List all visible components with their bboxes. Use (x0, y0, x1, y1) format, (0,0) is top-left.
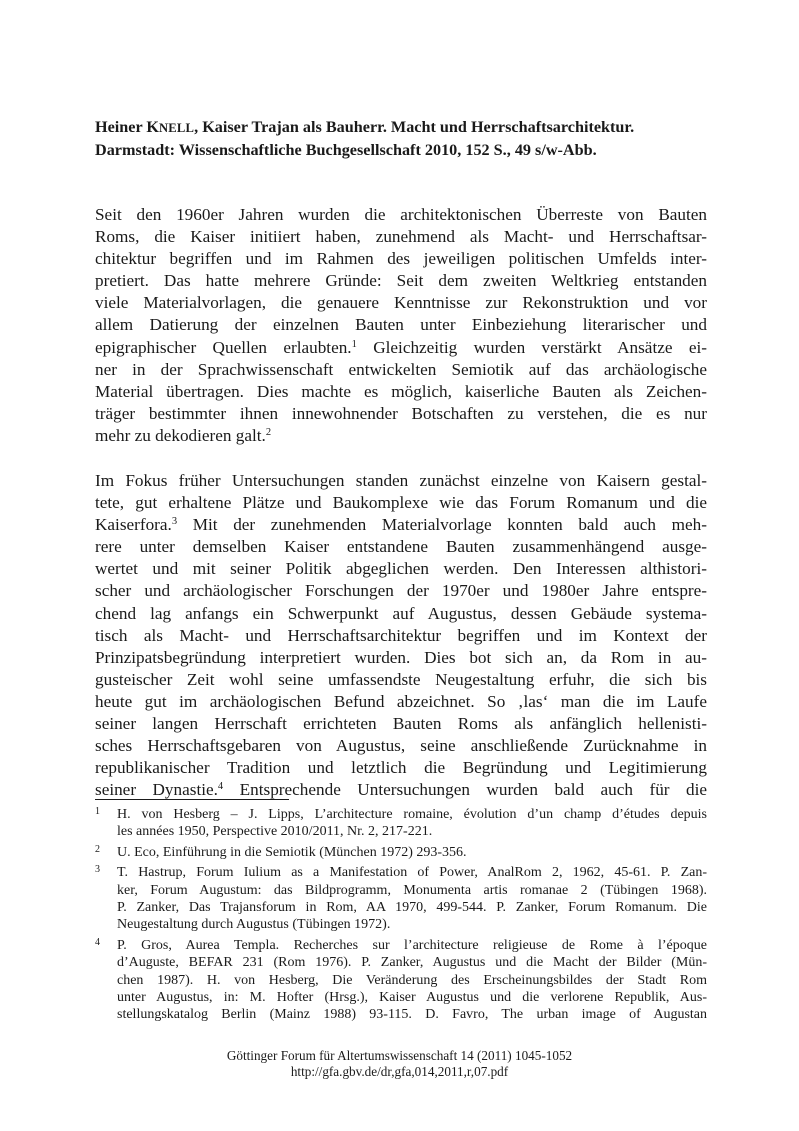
footnote-line: H. von Hesberg – J. Lipps, L’architecture romaine, évolution d’un champ d’études depuis (117, 807, 707, 822)
text-line: ner in der Sprachwissenschaft entwickelten Semiotik auf das archäologische (95, 359, 707, 379)
text-line: pretiert. Das hatte mehrere Gründe: Seit dem zweiten Weltkrieg entstanden (95, 271, 707, 291)
footnote-number: 2 (95, 843, 100, 855)
author-last-name-smallcaps: NELL (159, 121, 195, 135)
text-segment: epigraphischer Quellen erlaubten. (95, 337, 352, 357)
text-line: seiner langen Herrschaft errichteten Bauten Roms als anfänglich hellenisti- (95, 714, 707, 734)
text-line (95, 514, 707, 536)
author-first-name: Heiner (95, 118, 147, 136)
text-segment: seiner Dynastie. (95, 780, 218, 800)
footnote-line: U. Eco, Einführung in die Semiotik (München 1972) 293-356. (117, 844, 467, 860)
text-segment: Entsprechende Untersuchungen wurden bald auch für die (223, 780, 707, 800)
author-last-name-initial: K (146, 118, 159, 136)
footnote-ref-4[interactable]: 4 (217, 781, 224, 793)
text-line: träger bestimmter ihnen innewohnender Botschaften zu verstehen, die es nur (95, 403, 707, 423)
footnote-line: les années 1950, Perspective 2010/2011, Nr. 2, 217-221. (117, 824, 433, 840)
text-line: scher und archäologischer Forschungen der 1970er und 1980er Jahre entspre- (95, 581, 707, 601)
text-segment: mehr zu dekodieren galt. (95, 425, 266, 445)
footnote-2 (95, 844, 707, 861)
footnote-line: P. Zanker, Das Trajansforum in Rom, AA 1970, 499-544. P. Zanker, Forum Romanum. Die (117, 900, 707, 916)
text-line: Material übertragen. Dies machte es möglich, kaiserliche Bauten als Zeichen- (95, 381, 707, 401)
text-line: Im Fokus früher Untersuchungen standen zunächst einzelne von Kaisern gestal- (95, 471, 707, 490)
text-line: wertet und mit seiner Politik abgeglichen werden. Den Interessen althistori- (95, 559, 707, 579)
footnote-separator (95, 799, 289, 800)
footnote-3 (95, 864, 707, 934)
footnote-line: chen 1987). H. von Hesberg, Die Veränderung des Erscheinungsbildes der Stadt Rom (117, 972, 707, 988)
text-line: tisch als Macht- und Herrschaftsarchitektur begriffen und im Kontext der (95, 625, 707, 645)
text-line: chitektur begriffen und im Rahmen des jeweiligen politischen Umfelds inter- (95, 249, 707, 269)
text-segment: Kaiserfora. (95, 515, 172, 535)
footnote-line: stellungskatalog Berlin (Mainz 1988) 93-115. D. Favro, The urban image of Augustan (117, 1007, 707, 1023)
text-segment: Gleichzeitig wurden verstärkt Ansätze ei- (356, 337, 707, 357)
paragraph-2 (95, 470, 707, 801)
footnote-4 (95, 937, 707, 1024)
footnote-number: 1 (95, 806, 100, 817)
text-line: tete, gut erhaltene Plätze und Baukomplexe wie das Forum Romanum und die (95, 493, 707, 513)
review-heading-line-1 (95, 116, 715, 139)
document-url[interactable]: http://gfa.gbv.de/dr,gfa,014,2011,r,07.pdf (290, 1063, 509, 1079)
text-line: heute gut im archäologischen Befund abzeichnet. So ‚las‘ man die im Laufe (95, 691, 707, 711)
text-line: rere unter demselben Kaiser entstandene Bauten zusammenhängend ausge- (95, 537, 707, 557)
footnote-1 (95, 806, 707, 841)
footnote-line: unter Augustus, in: M. Hofter (Hrsg.), Kaiser Augustus und die verlorene Republik, Aus- (117, 990, 707, 1006)
text-line: chend lag anfangs ein Schwerpunkt auf Augustus, dessen Gebäude systema- (95, 603, 707, 623)
footnote-ref-2[interactable]: 2 (265, 426, 272, 438)
footnotes (95, 806, 707, 1027)
page-footer (0, 1048, 799, 1079)
text-line (95, 425, 707, 447)
footnote-line: P. Gros, Aurea Templa. Recherches sur l’architecture religieuse de Rome à l’époque (117, 937, 707, 953)
text-line: viele Materialvorlagen, die genauere Kenntnisse zur Rekonstruktion und vor (95, 293, 707, 313)
text-line: Seit den 1960er Jahren wurden die architektonischen Überreste von Bauten (95, 205, 707, 224)
book-title: , Kaiser Trajan als Bauherr. Macht und Herrschaftsarchitektur. (194, 118, 635, 136)
footnote-line: T. Hastrup, Forum Iulium as a Manifestation of Power, AnalRom 2, 1962, 45-61. P. Zan- (117, 865, 707, 881)
footnote-line: Neugestaltung durch Augustus (Tübingen 1972). (117, 917, 391, 933)
footnote-number: 3 (95, 864, 100, 876)
text-line: gusteischer Zeit wohl seine umfassendste Neugestaltung erfuhr, die sich bis (95, 669, 707, 689)
text-line (95, 337, 707, 359)
text-segment: Mit der zunehmenden Materialvorlage konnten bald auch meh- (177, 515, 707, 535)
footnote-ref-1[interactable]: 1 (351, 338, 357, 350)
review-heading-line-2: Darmstadt: Wissenschaftliche Buchgesellschaft 2010, 152 S., 49 s/w-Abb. (95, 141, 597, 159)
footnote-ref-3[interactable]: 3 (171, 516, 178, 528)
journal-citation: Göttinger Forum für Altertumswissenschaft 14 (2011) 1045-1052 (226, 1048, 573, 1063)
footnote-line: ker, Forum Augustum: das Bildprogramm, Monumenta artis romanae 2 (Tübingen 1968). (117, 882, 707, 898)
footnote-number: 4 (95, 936, 100, 948)
footnote-line: d’Auguste, BEFAR 231 (Rom 1976). P. Zanker, Augustus und die Macht der Bilder (Mün- (117, 955, 707, 971)
text-line: Prinzipatsbegründung interpretiert wurden. Dies bot sich an, da Rom in au- (95, 647, 707, 667)
text-line: sches Herrschaftsgebaren von Augustus, seine anschließende Zurücknahme in (95, 736, 707, 756)
text-line: allem Datierung der einzelnen Bauten unter Einbeziehung literarischer und (95, 315, 707, 335)
text-line: Roms, die Kaiser initiiert haben, zunehmend als Macht- und Herrschaftsar- (95, 227, 707, 247)
paragraph-1 (95, 204, 707, 447)
review-heading (95, 116, 715, 161)
text-line: republikanischer Tradition und letztlich die Begründung und Legitimierung (95, 758, 707, 778)
